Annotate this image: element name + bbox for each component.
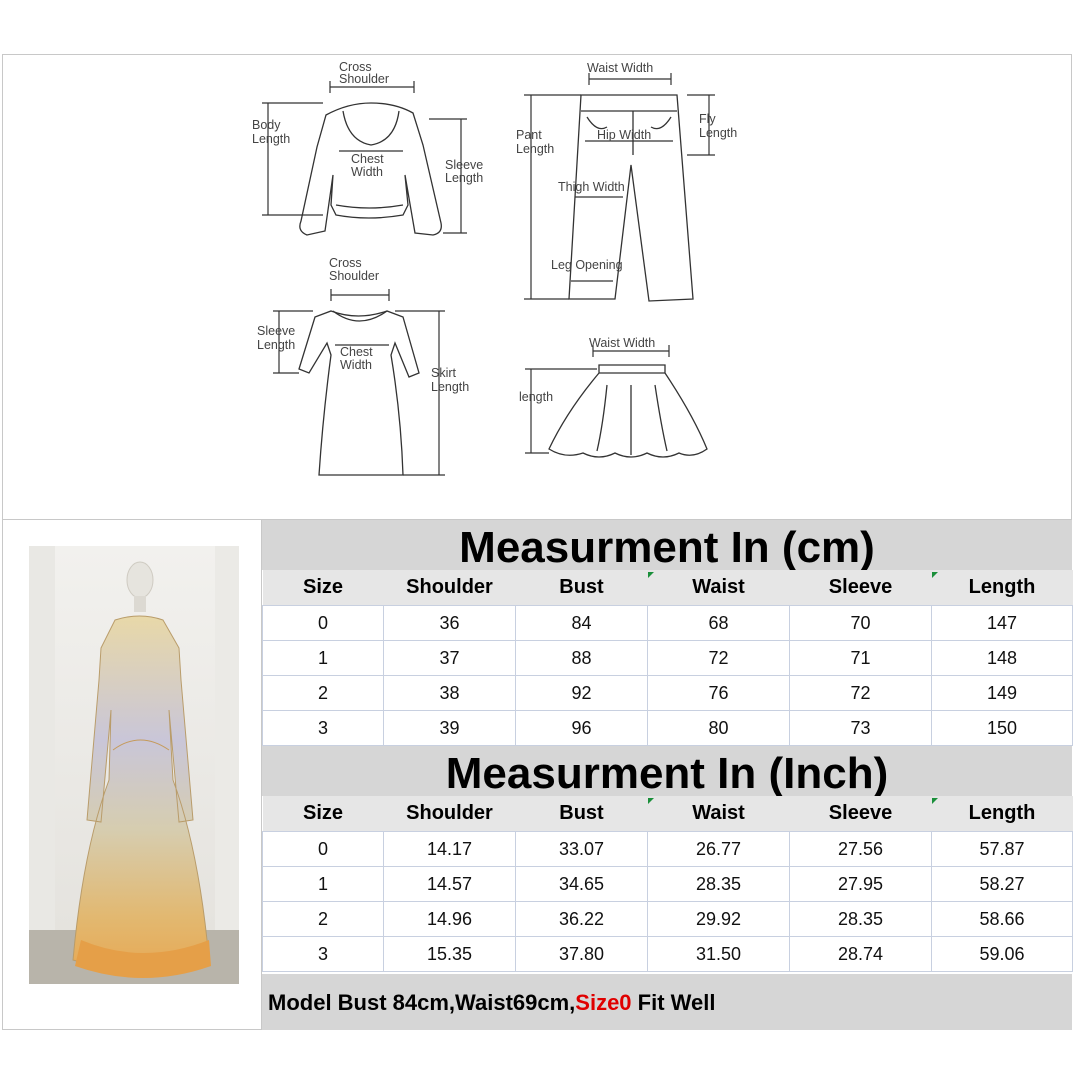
table-cell: 150: [932, 711, 1073, 746]
table-cell: 58.66: [932, 902, 1073, 937]
table-cell: 76: [648, 676, 790, 711]
table-cell: 39: [384, 711, 516, 746]
pants-diagram: [516, 61, 737, 301]
table-cell: 80: [648, 711, 790, 746]
table-cell: 29.92: [648, 902, 790, 937]
table-cell: 149: [932, 676, 1073, 711]
table-cell: 148: [932, 641, 1073, 676]
inch-table: [262, 796, 1073, 972]
dress-skirt-length-label-2: Length: [431, 380, 470, 394]
cm-header-sleeve: Sleeve: [790, 570, 932, 606]
shirt-chest-width-label-1: Chest: [351, 152, 384, 166]
table-cell: 28.74: [790, 937, 932, 972]
pants-fly-length-label-1: Fly: [699, 112, 716, 126]
dress-sleeve-length-label-2: Length: [257, 338, 296, 352]
table-cell: 1: [263, 867, 384, 902]
dress-cross-shoulder-label-1: Cross: [329, 256, 362, 270]
dress-skirt-length-label-1: Skirt: [431, 366, 456, 380]
garment-sketches: [3, 55, 1073, 521]
inch-header-waist-label: Waist: [692, 802, 745, 824]
inch-header-size: Size: [263, 796, 384, 832]
table-cell: 2: [263, 676, 384, 711]
table-row: [263, 641, 1073, 676]
table-row: [263, 676, 1073, 711]
cm-header-waist-label: Waist: [692, 576, 745, 598]
table-cell: 71: [790, 641, 932, 676]
table-cell: 92: [516, 676, 648, 711]
table-cell: 84: [516, 606, 648, 641]
shirt-chest-width-label-2: Width: [351, 165, 383, 179]
pants-thigh-width-label: Thigh Width: [558, 180, 625, 194]
inch-header-length-label: Length: [968, 802, 1036, 824]
table-cell: 68: [648, 606, 790, 641]
table-cell: 72: [790, 676, 932, 711]
table-cell: 14.17: [384, 832, 516, 867]
inch-header-shoulder: Shoulder: [384, 796, 516, 832]
cell-marker: [932, 798, 938, 804]
table-cell: 14.96: [384, 902, 516, 937]
table-cell: 0: [263, 832, 384, 867]
skirt-diagram: [519, 336, 707, 457]
table-cell: 27.56: [790, 832, 932, 867]
table-cell: 31.50: [648, 937, 790, 972]
table-cell: 36: [384, 606, 516, 641]
pants-length-label-2: Length: [516, 142, 555, 156]
table-cell: 2: [263, 902, 384, 937]
table-cell: 70: [790, 606, 932, 641]
dress-chest-width-label-2: Width: [340, 358, 372, 372]
size-chart: [262, 520, 1072, 972]
cell-marker: [648, 572, 654, 578]
table-cell: 88: [516, 641, 648, 676]
cm-header-size: Size: [263, 570, 384, 606]
table-row: [263, 902, 1073, 937]
cm-table-title: Measurment In (cm): [262, 520, 1072, 570]
shirt-cross-shoulder-label-1: Cross: [339, 60, 372, 74]
table-cell: 73: [790, 711, 932, 746]
shirt-body-length-label-1: Body: [252, 118, 281, 132]
shirt-body-length-label-2: Length: [252, 132, 291, 146]
model-fit-note-part3: Fit Well: [631, 990, 716, 1015]
table-cell: 26.77: [648, 832, 790, 867]
table-cell: 34.65: [516, 867, 648, 902]
dress-diagram: [257, 256, 469, 475]
table-row: [263, 711, 1073, 746]
inch-table-title: Measurment In (Inch): [262, 746, 1072, 796]
model-photo: [2, 520, 262, 1030]
cm-header-bust: Bust: [516, 570, 648, 606]
table-row: [263, 832, 1073, 867]
pants-waist-width-label: Waist Width: [587, 61, 654, 75]
measurement-diagrams: [2, 54, 1072, 520]
cm-header-waist: [648, 570, 790, 606]
table-cell: 59.06: [932, 937, 1073, 972]
cm-header-shoulder: Shoulder: [384, 570, 516, 606]
pants-hip-width-label: Hip Width: [597, 128, 652, 142]
table-cell: 28.35: [790, 902, 932, 937]
table-cell: 37.80: [516, 937, 648, 972]
inch-header-bust: Bust: [516, 796, 648, 832]
table-cell: 36.22: [516, 902, 648, 937]
table-row: [263, 937, 1073, 972]
model-fit-note: [262, 974, 1072, 1030]
table-cell: 0: [263, 606, 384, 641]
table-cell: 33.07: [516, 832, 648, 867]
table-cell: 3: [263, 711, 384, 746]
table-cell: 3: [263, 937, 384, 972]
cell-marker: [932, 572, 938, 578]
pants-leg-opening-label: Leg Opening: [551, 258, 623, 272]
shirt-sleeve-length-label-2: Length: [445, 171, 484, 185]
inch-header-waist: [648, 796, 790, 832]
table-cell: 147: [932, 606, 1073, 641]
table-row: [263, 867, 1073, 902]
table-cell: 72: [648, 641, 790, 676]
shirt-cross-shoulder-label-2: Shoulder: [339, 72, 390, 86]
table-cell: 96: [516, 711, 648, 746]
inch-header-sleeve: Sleeve: [790, 796, 932, 832]
cm-header-length-label: Length: [968, 576, 1036, 598]
table-cell: 38: [384, 676, 516, 711]
skirt-length-label: length: [519, 390, 554, 404]
table-row: [263, 606, 1073, 641]
table-cell: 28.35: [648, 867, 790, 902]
table-cell: 1: [263, 641, 384, 676]
table-cell: 58.27: [932, 867, 1073, 902]
dress-cross-shoulder-label-2: Shoulder: [329, 269, 380, 283]
shirt-sleeve-length-label-1: Sleeve: [445, 158, 484, 172]
inch-table-header-row: [263, 796, 1073, 832]
table-cell: 14.57: [384, 867, 516, 902]
inch-header-length: [932, 796, 1073, 832]
model-fit-size: Size0: [575, 990, 632, 1015]
table-cell: 27.95: [790, 867, 932, 902]
cm-table: [262, 570, 1073, 746]
skirt-waist-width-label: Waist Width: [589, 336, 656, 350]
pants-length-label-1: Pant: [516, 128, 542, 142]
shirt-diagram: [252, 60, 483, 235]
pants-fly-length-label-2: Length: [699, 126, 738, 140]
table-cell: 15.35: [384, 937, 516, 972]
cell-marker: [648, 798, 654, 804]
cm-header-length: [932, 570, 1073, 606]
dress-chest-width-label-1: Chest: [340, 345, 373, 359]
model-fit-note-part1: Model Bust 84cm,Waist69cm,: [268, 990, 576, 1015]
table-cell: 57.87: [932, 832, 1073, 867]
model-dress-image: [3, 520, 261, 1028]
cm-table-header-row: [263, 570, 1073, 606]
table-cell: 37: [384, 641, 516, 676]
dress-sleeve-length-label-1: Sleeve: [257, 324, 296, 338]
